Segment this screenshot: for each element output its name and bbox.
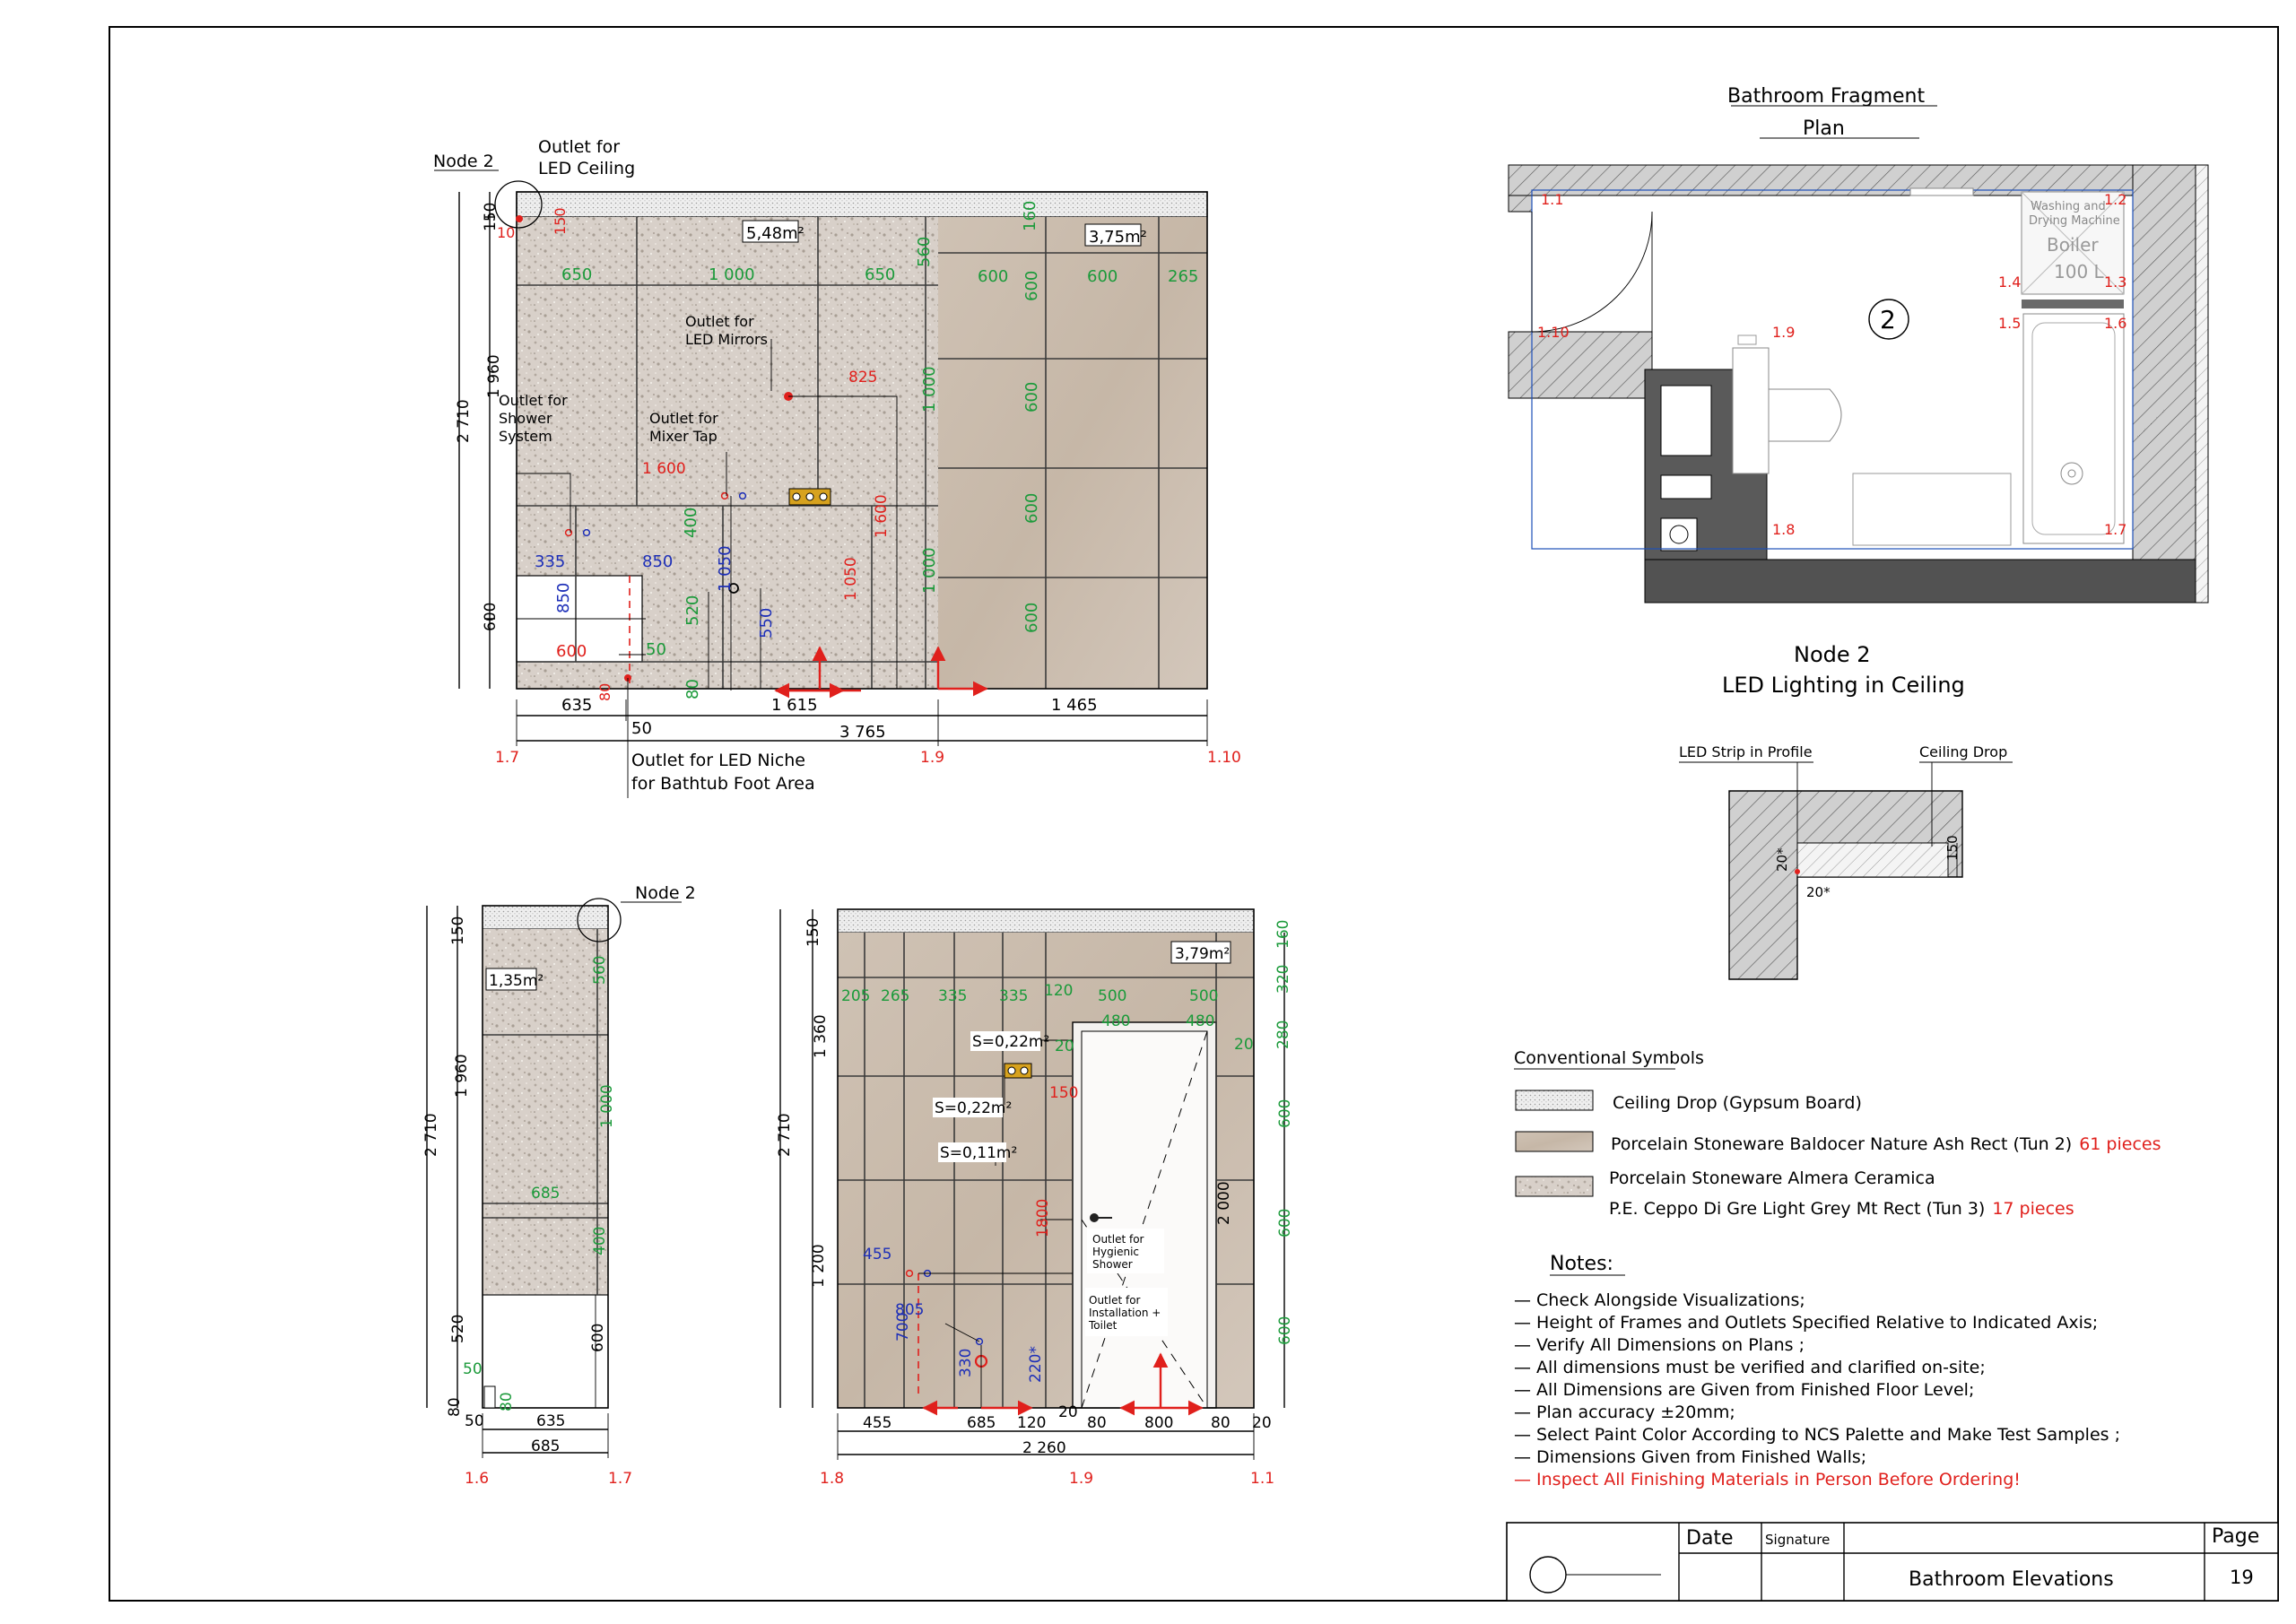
led-ceiling-line2: LED Ceiling (538, 159, 636, 178)
note-item: — Dimensions Given from Finished Walls; (1514, 1447, 1867, 1467)
dim-left: 520 (449, 1314, 467, 1343)
dim-blue: 850 (554, 582, 573, 613)
area-s2: S=0,22m² (935, 1099, 1013, 1117)
dim-red: 1800 (1034, 1198, 1052, 1238)
area-s3: S=0,11m² (940, 1144, 1018, 1162)
axis-label: 1.7 (495, 749, 520, 767)
top-area-right: 3,75m² (1089, 228, 1147, 247)
top-node-label: Node 2 (433, 152, 494, 171)
notes (1514, 1253, 2120, 1489)
dim-inner: 600 (589, 1323, 607, 1352)
note-item: — Select Paint Color According to NCS Palette and Make Test Samples ; (1514, 1425, 2120, 1445)
dim-bottom: 20 (1252, 1414, 1272, 1432)
note-item: — Check Alongside Visualizations; (1514, 1290, 1805, 1310)
page-label: Page (2212, 1525, 2260, 1548)
legend-swatch-terrazzo (1516, 1177, 1593, 1196)
shower-line3: System (499, 428, 552, 445)
dim-green: 80 (498, 1392, 516, 1411)
shower-line2: Shower (499, 410, 552, 427)
axis-label: 1.1 (1250, 1470, 1275, 1488)
dim-green: 520 (683, 595, 702, 626)
dim-green: 20 (1055, 1038, 1074, 1055)
plan-title: Bathroom Fragment (1727, 85, 1926, 108)
dim-left: 150 (449, 916, 467, 945)
led-mirrors-line2: LED Mirrors (685, 331, 768, 348)
dim-red: 1 600 (642, 460, 686, 478)
note-item: — Height of Frames and Outlets Specified Relative to Indicated Axis; (1514, 1313, 2099, 1333)
title-block (1507, 1523, 2278, 1601)
dim-green: 600 (1022, 602, 1041, 633)
plan-subtitle: Plan (1803, 117, 1845, 140)
plan-point: 1.6 (2104, 315, 2127, 332)
dim-green: 600 (1022, 270, 1041, 301)
mixer-line1: Outlet for (649, 410, 718, 427)
plan-point: 1.8 (1772, 521, 1796, 538)
detail-dim-20a: 20* (1774, 847, 1790, 872)
legend (1514, 1048, 2161, 1219)
dim-green: 480 (1101, 1012, 1131, 1030)
plan-point: 1.5 (1998, 315, 2022, 332)
dim-blue: 1 050 (716, 545, 735, 592)
note-item: — Verify All Dimensions on Plans ; (1514, 1335, 1805, 1355)
notes-title: Notes: (1550, 1253, 1613, 1275)
installation-line2: Installation + (1089, 1307, 1161, 1319)
hygienic-line3: Shower (1092, 1258, 1133, 1271)
legend-item-ceiling: Ceiling Drop (Gypsum Board) (1613, 1093, 1862, 1113)
node-detail-title: Node 2 (1794, 642, 1871, 667)
dim-green: 80 (683, 679, 702, 699)
dim-bottom: 455 (863, 1414, 892, 1432)
niche-line1: Outlet for LED Niche (631, 751, 805, 770)
dim-bottom: 120 (1017, 1414, 1047, 1432)
bathroom-plan (1509, 106, 2208, 603)
ceiling-drop-label: Ceiling Drop (1919, 743, 2008, 760)
area-s1: S=0,22m² (972, 1033, 1050, 1051)
dim-green: 160 (1274, 919, 1292, 949)
dim-left: 150 (482, 202, 500, 231)
dim-green: 1 000 (920, 366, 939, 413)
legend-swatch-ceiling (1516, 1090, 1593, 1110)
plan-point: 1.1 (1541, 191, 1564, 208)
axis-label: 1.7 (608, 1470, 633, 1488)
dim-blue: 805 (895, 1301, 925, 1319)
dim-red: 825 (848, 369, 878, 386)
sheet-title: Bathroom Elevations (1909, 1568, 2114, 1591)
detail-dim-150: 150 (1944, 835, 1961, 861)
top-area-left: 5,48m² (746, 224, 804, 243)
axis-label: 1.10 (1207, 749, 1241, 767)
dim-left: 2 710 (422, 1113, 440, 1157)
legend-swatch-beige (1516, 1132, 1593, 1151)
dim-left: 600 (482, 602, 500, 631)
dim-green: 1 000 (709, 265, 755, 284)
dim-green: 265 (881, 987, 910, 1005)
dim-green: 120 (1044, 982, 1074, 1000)
led-mirrors-line1: Outlet for (685, 313, 754, 330)
dim-green: 335 (999, 987, 1029, 1005)
dim-green: 600 (1087, 267, 1118, 286)
dim-green: 600 (1276, 1316, 1294, 1345)
dim-left: 1 960 (453, 1054, 471, 1098)
dim-green: 560 (915, 236, 934, 267)
plan-point: 1.4 (1998, 274, 2022, 291)
page-number: 19 (2230, 1567, 2254, 1588)
note-warning: — Inspect All Finishing Materials in Person Before Ordering! (1514, 1470, 2021, 1489)
dim-green: 600 (1022, 381, 1041, 413)
dim-red: 600 (556, 642, 587, 661)
axis-label: 1.9 (920, 749, 945, 767)
node-detail-subtitle: LED Lighting in Ceiling (1722, 673, 1965, 698)
signature-label: Signature (1765, 1532, 1831, 1548)
dim-bottom: 80 (1211, 1414, 1231, 1432)
dim-green: 400 (591, 1226, 609, 1255)
dim-green: 50 (646, 640, 666, 659)
dim-bottom: 635 (536, 1412, 566, 1430)
dim-blue: 850 (642, 552, 674, 571)
dim-green: 560 (591, 955, 609, 985)
dim-bottom: 80 (1087, 1414, 1107, 1432)
plan-node-number: 2 (1880, 305, 1896, 334)
dim-green: 320 (1274, 964, 1292, 994)
dim-green: 600 (1022, 492, 1041, 524)
dim-green: 650 (865, 265, 896, 284)
dim-green: 650 (561, 265, 593, 284)
dim-red: 150 (552, 207, 569, 235)
dim-red: 1 600 (873, 494, 891, 538)
small-area: 1,35m² (489, 972, 544, 990)
detail-dim-20b: 20* (1806, 884, 1831, 900)
hygienic-line2: Hygienic (1092, 1246, 1139, 1258)
dim-bottom: 1 615 (771, 696, 818, 715)
dim-left: 150 (804, 917, 822, 947)
dim-blue: 330 (957, 1348, 975, 1377)
dim-green: 480 (1186, 1012, 1215, 1030)
note-item: — All Dimensions are Given from Finished Floor Level; (1514, 1380, 1975, 1400)
dim-bottom: 800 (1144, 1414, 1174, 1432)
dim-left: 1 200 (810, 1244, 828, 1288)
date-label: Date (1686, 1527, 1734, 1550)
dim-green: 205 (841, 987, 871, 1005)
hygienic-line1: Outlet for (1092, 1233, 1144, 1246)
dim-green: 500 (1189, 987, 1219, 1005)
niche-line2: for Bathtub Foot Area (631, 774, 815, 794)
dim-green: 600 (1276, 1099, 1294, 1128)
legend-item-terrazzo-2: P.E. Ceppo Di Gre Light Grey Mt Rect (Tun 3) 17 pieces (1609, 1199, 2074, 1219)
dim-red: 150 (1049, 1084, 1079, 1102)
right-area: 3,79m² (1175, 945, 1231, 963)
dim-red: 80 (596, 682, 613, 701)
legend-item-beige: Porcelain Stoneware Baldocer Nature Ash Rect (Tun 2) 61 pieces (1611, 1134, 2161, 1154)
installation-line3: Toilet (1089, 1319, 1118, 1332)
dim-bottom: 2 260 (1022, 1439, 1066, 1457)
installation-line1: Outlet for (1089, 1294, 1141, 1307)
dim-green: 600 (1276, 1208, 1294, 1238)
dim-left: 2 710 (776, 1113, 794, 1157)
note-item: — All dimensions must be verified and clarified on-site; (1514, 1358, 1986, 1377)
axis-label: 1.8 (820, 1470, 845, 1488)
dim-green: 500 (1098, 987, 1127, 1005)
dim-bottom: 50 (631, 719, 652, 738)
dim-door: 2 000 (1215, 1181, 1233, 1225)
dim-left: 2 710 (455, 399, 473, 443)
dim-bottom: 50 (465, 1412, 484, 1430)
dim-bottom: 635 (561, 696, 593, 715)
dim-green: 335 (938, 987, 968, 1005)
dim-green: 1 000 (598, 1084, 616, 1128)
dim-green: 1 000 (920, 547, 939, 594)
dim-bottom: 3 765 (839, 723, 886, 742)
led-ceiling-line1: Outlet for (538, 137, 621, 157)
small-node-label: Node 2 (635, 883, 696, 903)
plan-point: 1.2 (2104, 191, 2127, 208)
boiler-line1: Boiler (2047, 234, 2099, 256)
node-detail (1679, 642, 2013, 979)
dim-blue: 220* (1027, 1346, 1045, 1383)
dim-bottom: 1 465 (1051, 696, 1098, 715)
dim-left: 1 360 (812, 1014, 830, 1058)
dim-green: 160 (1021, 200, 1039, 231)
legend-title: Conventional Symbols (1514, 1048, 1704, 1068)
dim-bottom: 20 (1058, 1403, 1078, 1421)
axis-label: 1.6 (465, 1470, 490, 1488)
plan-point: 1.7 (2104, 521, 2127, 538)
dim-green: 50 (463, 1360, 483, 1378)
dim-green: 20 (1234, 1036, 1254, 1054)
dim-blue: 335 (535, 552, 566, 571)
dim-bottom: 685 (967, 1414, 996, 1432)
dim-green: 600 (978, 267, 1009, 286)
appliance-line2: Drying Machine (2029, 214, 2120, 228)
appliance-line1: Washing and (2031, 200, 2106, 213)
mixer-line2: Mixer Tap (649, 428, 718, 445)
legend-item-terrazzo-1: Porcelain Stoneware Almera Ceramica (1609, 1168, 1935, 1188)
dim-green: 265 (1168, 267, 1199, 286)
axis-label: 1.9 (1069, 1470, 1094, 1488)
plan-point: 1.10 (1537, 324, 1570, 341)
shower-line1: Outlet for (499, 392, 568, 409)
dim-blue: 550 (757, 607, 776, 638)
dim-green: 280 (1274, 1020, 1292, 1049)
dim-red: 10 (497, 224, 516, 241)
dim-blue: 700 (894, 1312, 912, 1342)
plan-point: 1.9 (1772, 324, 1796, 341)
dim-left: 1 960 (485, 354, 503, 398)
plan-point: 1.3 (2104, 274, 2127, 291)
boiler-line2: 100 L (2054, 261, 2104, 282)
dim-blue: 455 (863, 1246, 892, 1264)
dim-green: 400 (682, 507, 700, 538)
led-strip-label: LED Strip in Profile (1679, 743, 1813, 760)
dim-left: 80 (446, 1397, 464, 1417)
note-item: — Plan accuracy ±20mm; (1514, 1403, 1735, 1422)
dim-green: 685 (531, 1185, 561, 1203)
dim-bottom: 685 (531, 1437, 561, 1455)
dim-red: 1 050 (842, 557, 860, 601)
